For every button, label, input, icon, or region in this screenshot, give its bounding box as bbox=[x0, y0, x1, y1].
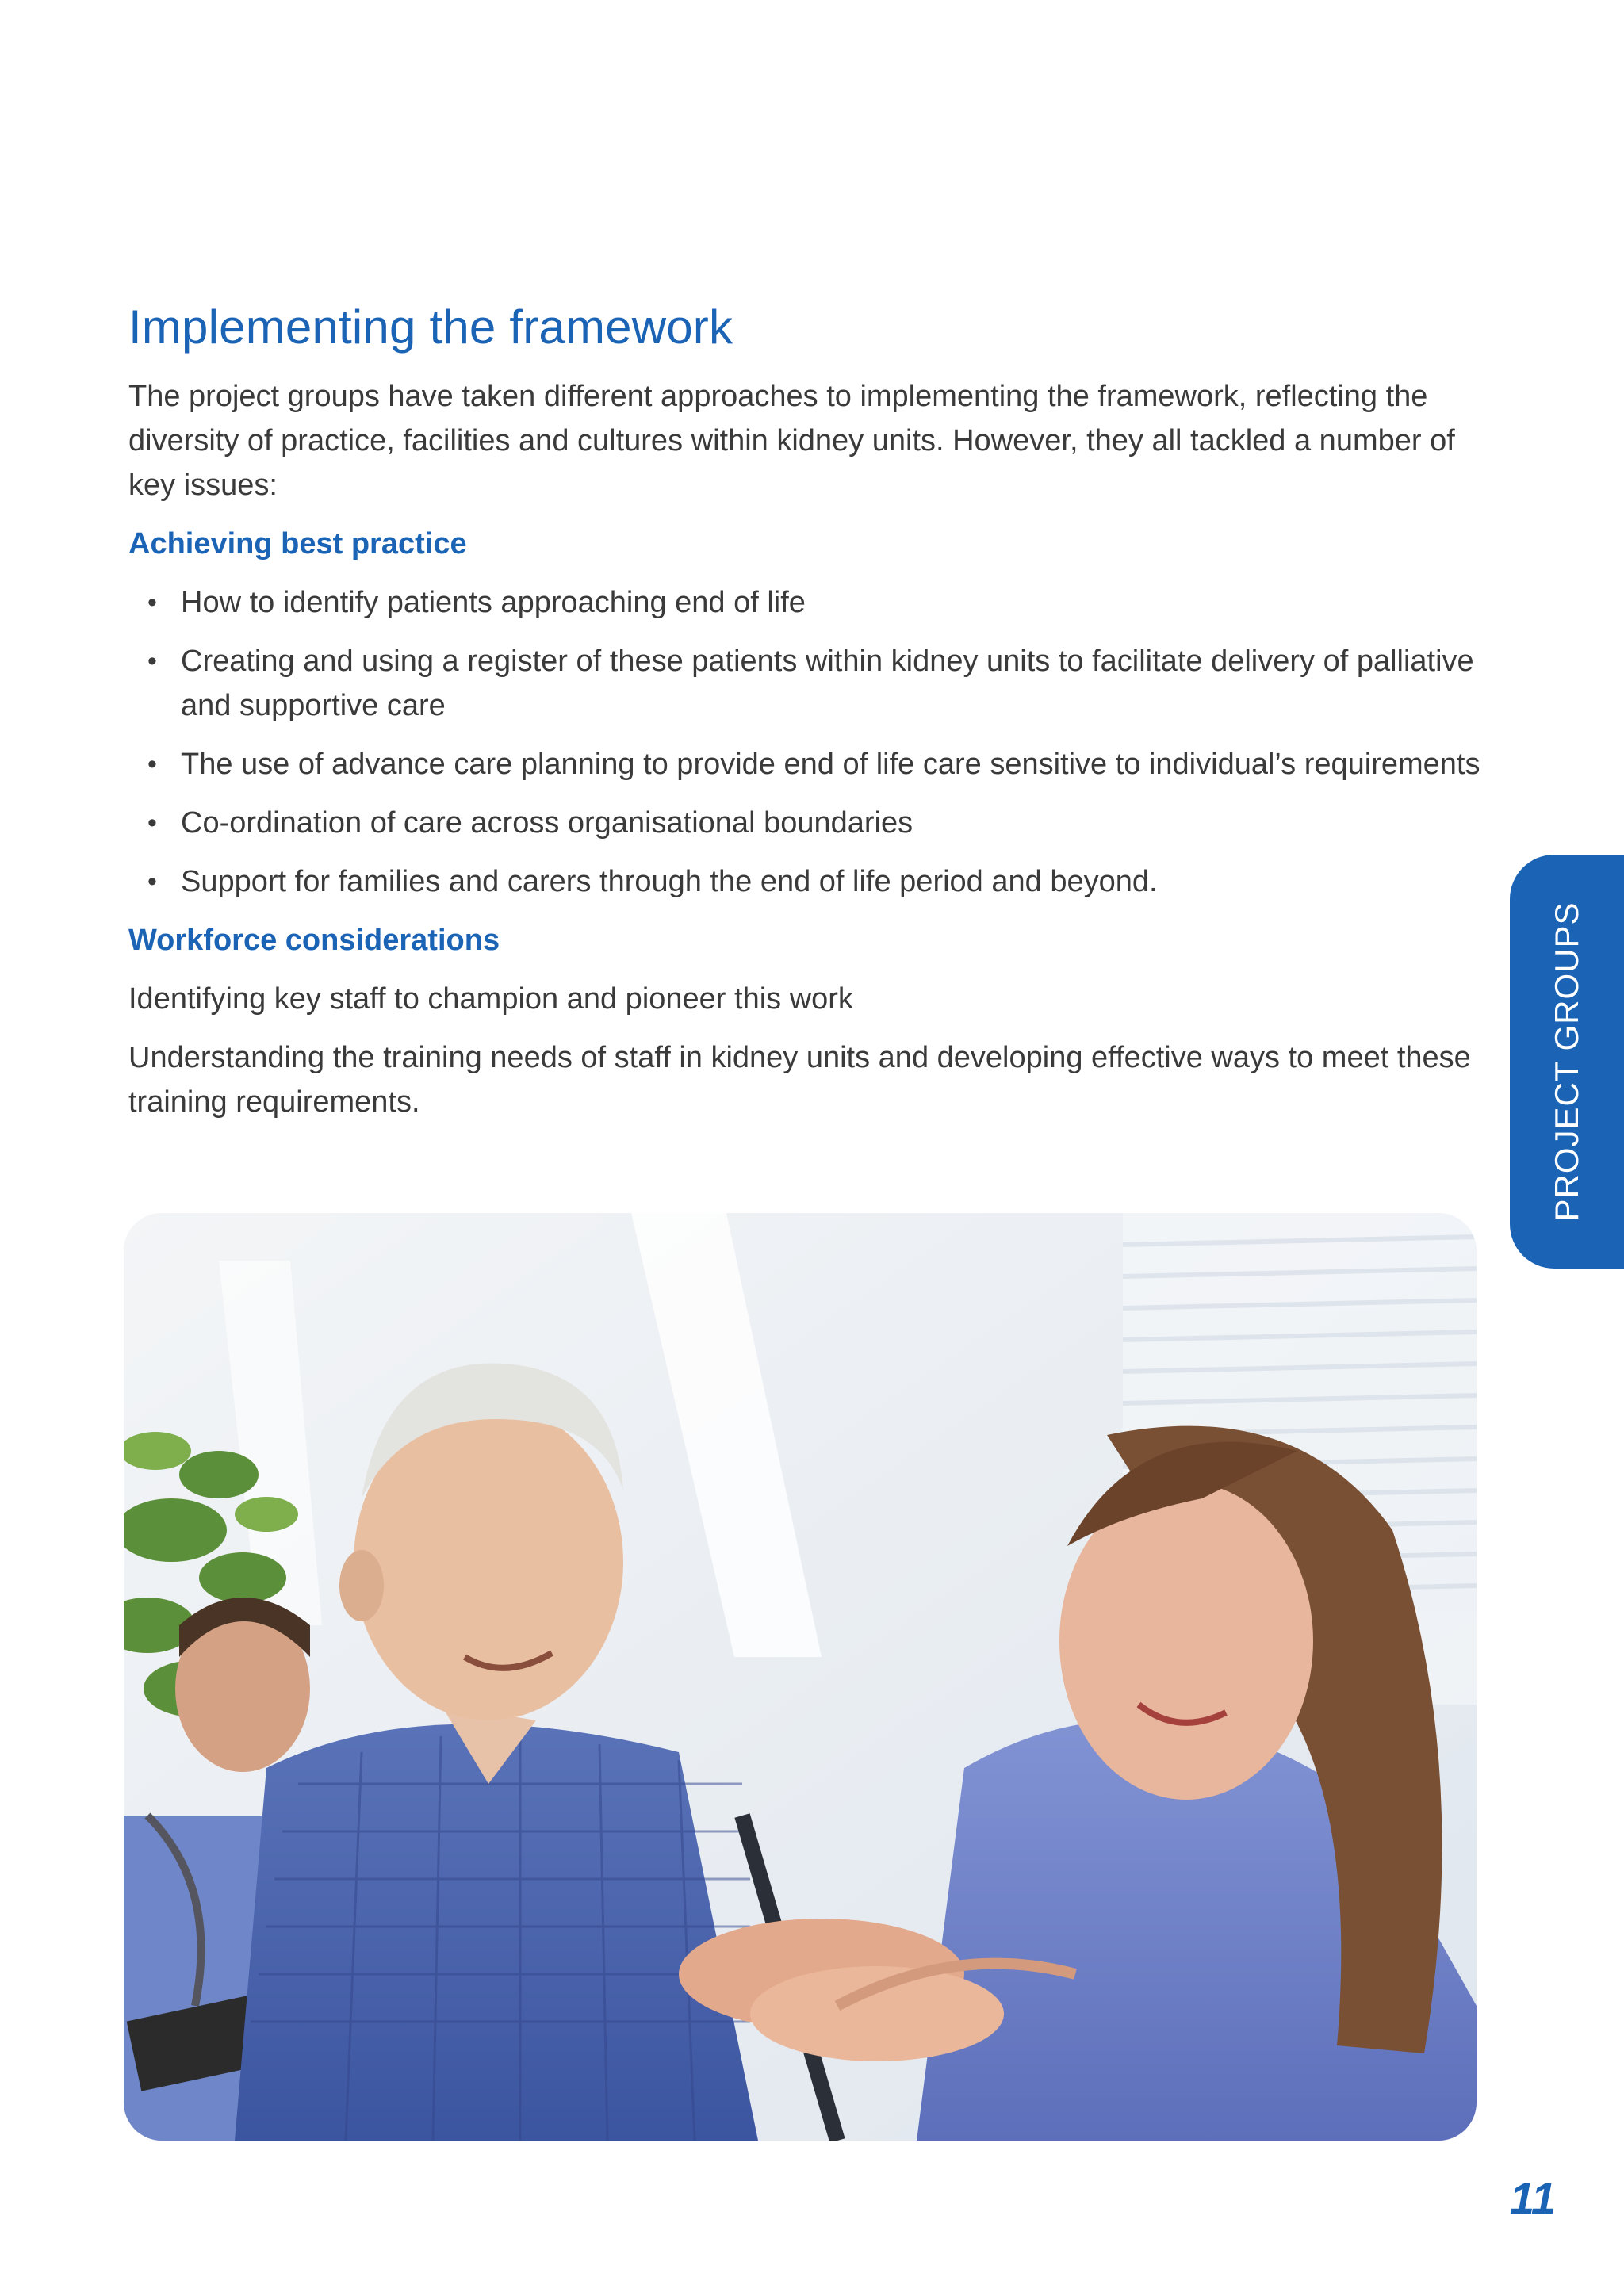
bullet-icon: • bbox=[147, 749, 157, 779]
list-item-text: How to identify patients approaching end of life bbox=[181, 586, 806, 619]
nurse-patient-photo bbox=[124, 1213, 1477, 2141]
workforce-paragraph: Understanding the training needs of staff in kidney units and developing effective ways to meet these training requirements. bbox=[128, 1041, 1471, 1119]
bullet-icon: • bbox=[147, 587, 157, 618]
workforce-paragraph: Identifying key staff to champion and pioneer this work bbox=[128, 982, 853, 1016]
bullet-icon: • bbox=[147, 867, 157, 897]
best-practice-list bbox=[128, 580, 1492, 904]
bullet-icon: • bbox=[147, 646, 157, 676]
list-item bbox=[128, 859, 1492, 904]
intro-paragraph: The project groups have taken different approaches to implementing the framework, reflecting the diversity of practice, facilities and cultures within kidney units. However, they all tackled a number of key issues: bbox=[128, 380, 1455, 502]
best-practice-heading: Achieving best practice bbox=[128, 527, 467, 561]
list-item bbox=[128, 801, 1492, 845]
photo-illustration bbox=[124, 1213, 1477, 2141]
bullet-icon: • bbox=[147, 808, 157, 838]
list-item-text: Creating and using a register of these patients within kidney units to facilitate delivery of palliative and supportive care bbox=[181, 645, 1474, 722]
main-content bbox=[128, 374, 1492, 1138]
section-side-tab bbox=[1510, 855, 1624, 1269]
list-item-text: Co-ordination of care across organisational boundaries bbox=[181, 806, 914, 840]
list-item bbox=[128, 639, 1492, 728]
list-item bbox=[128, 742, 1492, 786]
side-tab-label: PROJECT GROUPS bbox=[1548, 901, 1585, 1222]
page-title: Implementing the framework bbox=[128, 300, 733, 354]
list-item bbox=[128, 580, 1492, 625]
list-item-text: Support for families and carers through the end of life period and beyond. bbox=[181, 865, 1158, 898]
list-item-text: The use of advance care planning to provide end of life care sensitive to individual’s requirements bbox=[181, 748, 1480, 781]
page-number: 11 bbox=[1509, 2173, 1556, 2223]
workforce-heading: Workforce considerations bbox=[128, 924, 500, 957]
